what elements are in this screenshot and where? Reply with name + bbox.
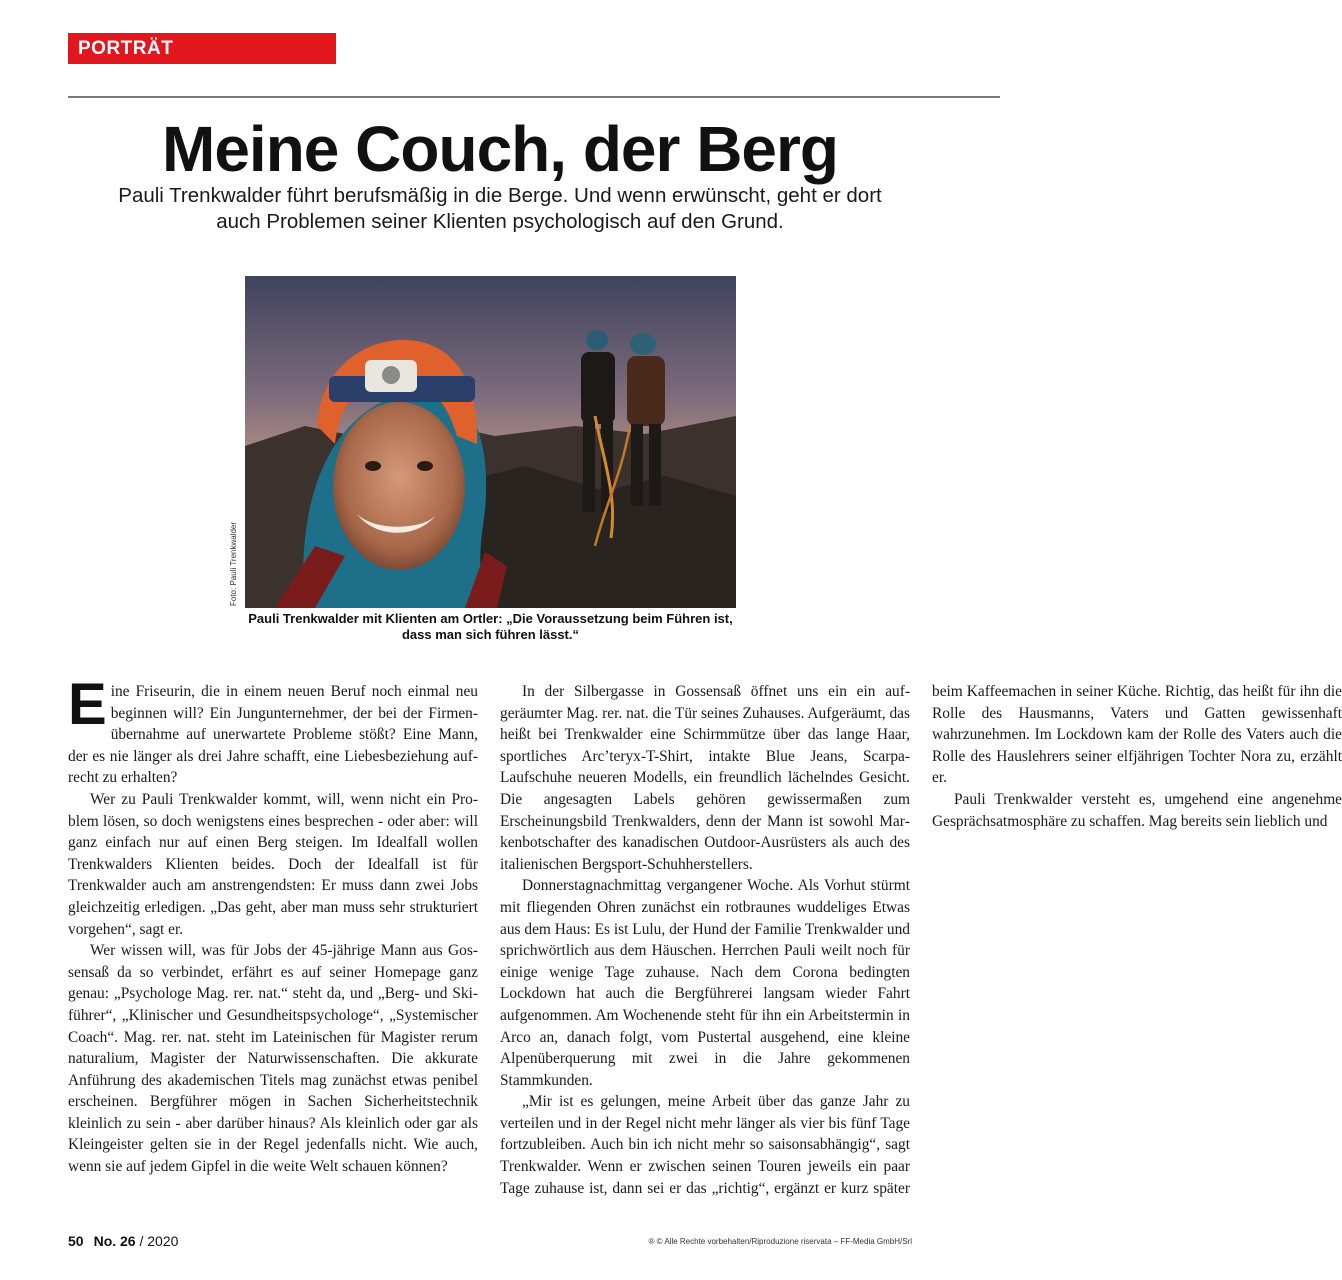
photo-illustration xyxy=(245,276,736,608)
issue-number: No. 26 xyxy=(93,1233,136,1249)
article-photo xyxy=(245,276,736,608)
section-rubric: PORTRÄT xyxy=(68,33,336,64)
photo-credit: Foto: Pauli Trenkwalder xyxy=(229,521,238,606)
article-body xyxy=(68,672,1342,1205)
paragraph-3: Wer wissen will, was für Jobs der 45-jährige Mann aus Gossensaß da so verbindet, erfährt es auf seiner Homepage ganz genau: „Psychologe Mag. rer. nat.“ steht da, und „Berg- und Skiführer“, „Klinischer und Gesundheitspsychologe“, „Systemischer Coach“. Mag. rer. nat. steht im Lateinischen für Magister rerum naturalium, Magister der Naturwissenschaften. Die akkurate Anführung des akademischen Titels mag zunächst etwas penibel erscheinen. Bergführer mögen in Sachen Sicherheitstechnik kleinlich zu sein - aber darüber hinaus? Als kleinlich oder gar als Kleingeister gelten sie in der Regel jedenfalls nicht. Wie auch, wenn sie auf jedem Gipfel in die weite Welt schauen können? xyxy=(68,942,478,1176)
paragraph-4: In der Silbergasse in Gossensaß öffnet uns ein ein aufgeräumter Mag. rer. nat. die Tür seines Zuhauses. Aufgeräumt, das heißt bei Trenkwalder eine Schirmmütze über das lange Haar, sportliches Arc’teryx-T-Shirt, intakte Blue Jeans, Scarpa-Laufschuhe neueren Modells, ein freundlich lächelndes Gesicht. Die angesagten Labels gehören gewissermaßen zum Erscheinungsbild Trenkwalders, denn der Mann ist sowohl Markenbotschafter des kanadischen Outdoor-Ausrüsters als auch des italienischen Bergsport-Schuhherstellers. xyxy=(500,683,911,873)
drop-cap: E xyxy=(68,672,107,737)
paragraph-6: „Mir ist es gelungen, meine Arbeit über das ganze Jahr zu verteilen und in der Regel nicht mehr länger als vier bis fünf Tage fortzubleiben. Auch bin ich nicht mehr so saisonsabhängig“, sagt Trenkwalder. Wenn er zwischen seinen Touren jeweils ein paar Tage zuhause ist, dann sei er das „richtig“, ergänzt er kurz später beim Kaffeemachen in seiner Küche. Richtig, das heißt für ihn die Rolle des Hausmanns, Vaters und Gatten gewissenhaft wahrzunehmen. Im Lockdown kam der Rolle des Vaters auch die Rolle des Hauslehrers seiner elfjährigen Tochter Nora zu, erzählt er. xyxy=(500,683,1342,1197)
paragraph-2: Wer zu Pauli Trenkwalder kommt, will, wenn nicht ein Problem lösen, so doch wenigstens eines besprechen - oder aber: will ganz einfach nur auf einen Berg steigen. Im Idealfall wollen Trenkwalders Klienten beides. Doch der Idealfall ist für Trenkwalder auch am anstrengendsten: Er muss dann zwei Jobs gleichzeitig erledigen. „Das geht, aber man muss sehr strukturiert vorgehen“, sagt er. xyxy=(68,790,478,938)
page-footer xyxy=(68,1233,178,1249)
photo-caption: Pauli Trenkwalder mit Klienten am Ortler: „Die Voraussetzung beim Führen ist, dass man sich führen lässt.“ xyxy=(248,611,733,642)
paragraph-1-text: ine Friseurin, die in einem neuen Beruf noch einmal neu beginnen will? Ein Jungunternehmer, der bei der Firmenübernahme auf unerwartete Probleme stößt? Eine Mann, der es nie länger als drei Jahre schafft, eine Liebesbeziehung aufrecht zu erhalten? xyxy=(68,683,478,787)
copyright-notice: ® © Alle Rechte vorbehalten/Riproduzione riservata – FF-Media GmbH/Srl xyxy=(648,1237,912,1246)
subheadline: Pauli Trenkwalder führt berufsmäßig in die Berge. Und wenn erwünscht, geht er dort auch Problemen seiner Klienten psychologisch auf den Grund. xyxy=(118,184,882,233)
page-number: 50 xyxy=(68,1233,84,1249)
paragraph-1 xyxy=(68,672,478,789)
top-rule xyxy=(68,96,1000,98)
headline: Meine Couch, der Berg xyxy=(162,113,838,185)
paragraph-7: Pauli Trenkwalder versteht es, umgehend eine angenehme Gesprächsatmosphäre zu schaffen. Mag bereits sein lieblich und xyxy=(932,790,1342,830)
issue-year: / 2020 xyxy=(135,1233,179,1249)
paragraph-5: Donnerstagnachmittag vergangener Woche. Als Vorhut stürmt mit fliegenden Ohren zunächst ein rotbraunes wuddeliges Etwas aus dem Haus: Es ist Lulu, der Hund der Familie Trenkwalder und sprichwörtlich aus dem Häuschen. Herrchen Pauli weilt noch für einige wenige Tage zuhause. Nach dem Corona bedingten Lockdown hat auch die Bergführerei langsam wieder Fahrt aufgenommen. Am Wochenende steht für ihn ein Arbeitstermin in Arco an, danach folgt, vom Pustertal ausgehend, eine kleine Alpenüberquerung mit zwei in die Jahre gekommenen Stammkunden. xyxy=(500,877,910,1089)
